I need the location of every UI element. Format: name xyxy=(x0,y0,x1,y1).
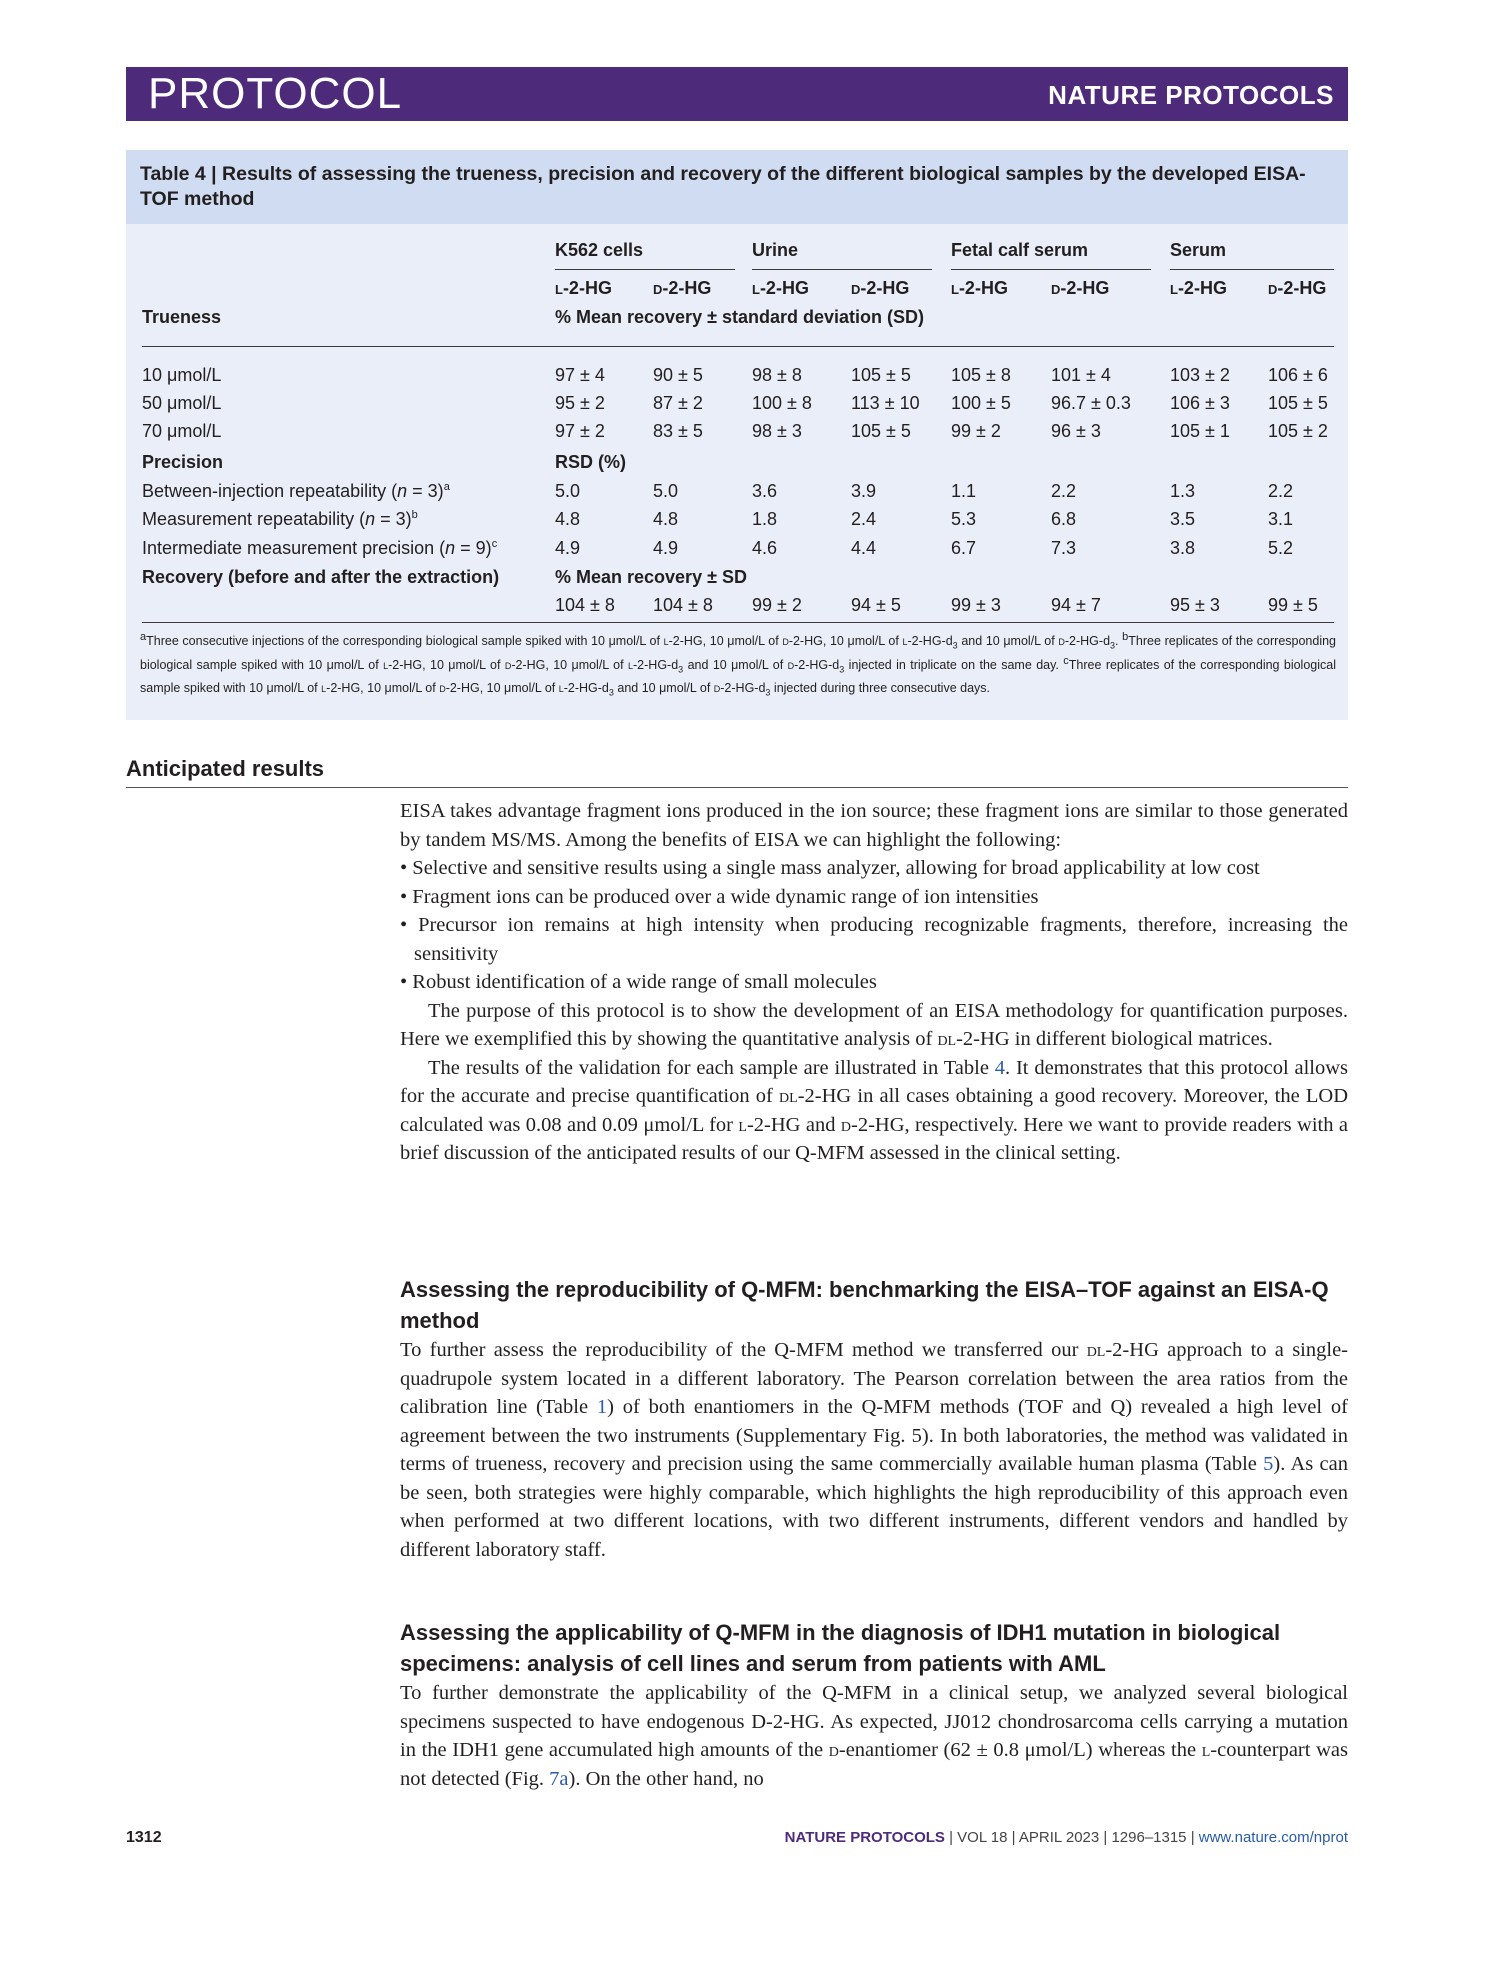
table-cell: 95 ± 2 xyxy=(555,393,605,413)
table-cell: 5.0 xyxy=(653,481,679,501)
table-cell: 95 ± 3 xyxy=(1170,595,1220,615)
table-cell: 4.4 xyxy=(851,538,877,558)
table-cell: 99 ± 2 xyxy=(951,421,1001,441)
group-rule xyxy=(1170,269,1334,270)
subsection-2-block xyxy=(400,1679,1348,1793)
table-cell: 98 ± 8 xyxy=(752,365,802,385)
table-cell: 105 ± 1 xyxy=(1170,421,1230,441)
table-cell: 4.9 xyxy=(653,538,679,558)
row-label: 50 μmol/L xyxy=(142,393,222,413)
table-cell: 106 ± 6 xyxy=(1268,365,1328,385)
table-cell: 1.3 xyxy=(1170,481,1196,501)
group-rule xyxy=(752,269,932,270)
table-cell: 105 ± 2 xyxy=(1268,421,1328,441)
table-caption: Table 4 | Results of assessing the trueness, precision and recovery of the different biological samples by the developed EISA-TOF method xyxy=(140,163,1306,210)
subcol-header: d-2-HG xyxy=(1051,278,1110,298)
table-cell: 3.9 xyxy=(851,481,877,501)
table-cell: 94 ± 5 xyxy=(851,595,901,615)
bottom-rule xyxy=(142,622,1334,623)
subcol-header: l-2-HG xyxy=(951,278,1008,298)
trueness-label: Trueness xyxy=(142,307,222,327)
footnote-marker: a xyxy=(443,481,450,493)
table-cell: 101 ± 4 xyxy=(1051,365,1111,385)
purpose-paragraph: The purpose of this protocol is to show the development of an EISA methodology for quantification purposes. Here we exemplified this by showing the quantitative analysis of dl-2-HG in different biological matrices. xyxy=(400,999,1348,1050)
table-cell: 6.7 xyxy=(951,538,977,558)
subcol-header: l-2-HG xyxy=(1170,278,1227,298)
table-cell: 96 ± 3 xyxy=(1051,421,1101,441)
table-cell: 105 ± 8 xyxy=(951,365,1011,385)
table-cell: 105 ± 5 xyxy=(1268,393,1328,413)
footnote-text: $^a$Three consecutive injections of the corresponding biological sample spiked with 10 μmol/L of l-2-HG, 10 μmol/L of d-2-HG, 10 μmol/L of $l-2-HG-d_3$ and 10 μmol/L of $d-2-HG-d_3$. $^b$Three replicates of the corresponding biological sample spiked with 10 μmol/L of l-2-HG, 10 μmol/L of d-2-HG, 10 μmol/L of $l-2-HG-d_3$ and 10 μmol/L of $d-2-HG-d_3$ injected in triplicate on the same day. $^c$Three replicates of the corresponding biological sample spiked with 10 μmol/L of l-2-HG, 10 μmol/L of d-2-HG, 10 μmol/L of $l-2-HG-d_3$ and 10 μmol/L of $d-2-HG-d_3$ injected during three consecutive days. xyxy=(140,630,1337,698)
section-rule xyxy=(126,787,1348,788)
section-heading: Anticipated results xyxy=(126,756,325,781)
table-cell: 87 ± 2 xyxy=(653,393,703,413)
footer-citation xyxy=(785,1829,1348,1846)
footer-url[interactable]: www.nature.com/nprot xyxy=(1198,1829,1348,1846)
table-cell: 2.2 xyxy=(1051,481,1077,501)
table-cell: 5.0 xyxy=(555,481,581,501)
table-cell: 105 ± 5 xyxy=(851,421,911,441)
subcol-header: l-2-HG xyxy=(555,278,612,298)
subsection-heading-1: Assessing the reproducibility of Q-MFM: benchmarking the EISA–TOF against an EISA-Q method xyxy=(400,1277,1329,1333)
subsection-1-paragraph: To further assess the reproducibility of the Q-MFM method we transferred our dl-2-HG approach to a single-quadrupole system located in a different laboratory. The Pearson correlation between the area ratios from the calibration line (Table 1) of both enantiomers in the Q-MFM methods (TOF and Q) revealed a high level of agreement between the two instruments (Supplementary Fig. 5). In both laboratories, the method was validated in terms of trueness, recovery and precision using the same commercially available human plasma (Table 5). As can be seen, both strategies were highly comparable, which highlights the high reproducibility of this approach even when performed at two different locations, with two different instruments, different vendors and handled by different laboratory staff. xyxy=(400,1339,1348,1561)
table-cell: 103 ± 2 xyxy=(1170,365,1230,385)
table-cell: 99 ± 2 xyxy=(752,595,802,615)
table-cell: 98 ± 3 xyxy=(752,421,802,441)
page-number: 1312 xyxy=(126,1829,162,1846)
subcol-header: d-2-HG xyxy=(653,278,712,298)
table-cell: 100 ± 8 xyxy=(752,393,812,413)
group-header: Serum xyxy=(1170,240,1227,260)
table-cell: 104 ± 8 xyxy=(555,595,615,615)
table-caption-bar xyxy=(126,150,1348,224)
intro-block xyxy=(400,797,1348,1168)
table-cell: 7.3 xyxy=(1051,538,1077,558)
recovery-unit: % Mean recovery ± SD xyxy=(555,567,747,587)
subsection-2-paragraph: To further demonstrate the applicability of the Q-MFM in a clinical setup, we analyzed several biological specimens suspected to have endogenous D-2-HG. As expected, JJ012 chondrosarcoma cells carrying a mutation in the IDH1 gene accumulated high amounts of the d-enantiomer (62 ± 0.8 μmol/L) whereas the l-counterpart was not detected (Fig. 7a). On the other hand, no xyxy=(400,1682,1348,1790)
table-cell: 1.1 xyxy=(951,481,977,501)
bullet-item: • Precursor ion remains at high intensity when producing recognizable fragments, therefore, increasing the sensitivity xyxy=(400,914,1348,965)
table-cell: 3.5 xyxy=(1170,509,1196,529)
subsection-1-block xyxy=(400,1336,1348,1564)
row-label: 70 μmol/L xyxy=(142,421,222,441)
bullet-list xyxy=(400,854,1348,997)
subsection-heading-2: Assessing the applicability of Q-MFM in the diagnosis of IDH1 mutation in biological specimens: analysis of cell lines and serum from patients with AML xyxy=(400,1620,1281,1676)
table-cell: 5.3 xyxy=(951,509,977,529)
table-cell: 3.6 xyxy=(752,481,778,501)
table-cell: 104 ± 8 xyxy=(653,595,713,615)
journal-name: NATURE PROTOCOLS xyxy=(1048,80,1334,110)
table-cell: 96.7 ± 0.3 xyxy=(1051,393,1131,413)
table-cell: 106 ± 3 xyxy=(1170,393,1230,413)
footnote-marker: b xyxy=(411,509,418,521)
footer-journal: NATURE PROTOCOLS xyxy=(784,1829,945,1846)
table-cell: 97 ± 2 xyxy=(555,421,605,441)
intro-paragraph: EISA takes advantage fragment ions produced in the ion source; these fragment ions are similar to those generated by tandem MS/MS. Among the benefits of EISA we can highlight the following: xyxy=(400,800,1348,851)
group-header: Urine xyxy=(752,240,799,260)
table-cell: 100 ± 5 xyxy=(951,393,1011,413)
table-cell: 3.1 xyxy=(1268,509,1294,529)
table-cell: 99 ± 5 xyxy=(1268,595,1318,615)
trueness-unit: % Mean recovery ± standard deviation (SD) xyxy=(555,307,924,327)
table-cell: 2.4 xyxy=(851,509,877,529)
table-cell: 90 ± 5 xyxy=(653,365,703,385)
table-cell: 4.6 xyxy=(752,538,778,558)
bullet-item: • Robust identification of a wide range of small molecules xyxy=(400,971,877,993)
row-label: 10 μmol/L xyxy=(142,365,222,385)
journal-header-bar xyxy=(126,67,1348,121)
row-label: Measurement repeatability (n = 3)$^b$ xyxy=(142,509,418,529)
bullet-item: • Fragment ions can be produced over a wide dynamic range of ion intensities xyxy=(400,885,1039,908)
subcol-header: l-2-HG xyxy=(752,278,809,298)
table-cell: 6.8 xyxy=(1051,509,1077,529)
table-cell: 4.9 xyxy=(555,538,581,558)
table-cell: 2.2 xyxy=(1268,481,1294,501)
group-header: K562 cells xyxy=(555,240,644,260)
table-cell: 1.8 xyxy=(752,509,778,529)
table-cell: 94 ± 7 xyxy=(1051,595,1101,615)
subcol-header: d-2-HG xyxy=(851,278,910,298)
table-cell: 99 ± 3 xyxy=(951,595,1001,615)
subcol-header: d-2-HG xyxy=(1268,278,1327,298)
footer-volume: | VOL 18 | APRIL 2023 | 1296–1315 | xyxy=(944,1829,1199,1846)
precision-label: Precision xyxy=(142,452,224,472)
table-footnote xyxy=(140,632,1336,703)
results-paragraph: The results of the validation for each sample are illustrated in Table 4. It demonstrates that this protocol allows for the accurate and precise quantification of dl-2-HG in all cases obtaining a good recovery. Moreover, the LOD calculated was 0.08 and 0.09 μmol/L for l-2-HG and d-2-HG, respectively. Here we want to provide readers with a brief discussion of the anticipated results of our Q-MFM assessed in the clinical setting. xyxy=(400,1056,1348,1164)
table-cell: 5.2 xyxy=(1268,538,1294,558)
row-label: Between-injection repeatability (n = 3)$^a$ xyxy=(142,481,450,501)
table-cell: 97 ± 4 xyxy=(555,365,605,385)
table-cell: 3.8 xyxy=(1170,538,1196,558)
table-4 xyxy=(126,150,1348,720)
table-cell: 83 ± 5 xyxy=(653,421,703,441)
group-rule xyxy=(555,269,735,270)
group-rule xyxy=(951,269,1151,270)
bullet-item: • Selective and sensitive results using a single mass analyzer, allowing for broad applicability at low cost xyxy=(400,857,1260,879)
table-cell: 4.8 xyxy=(653,509,679,529)
table-cell: 113 ± 10 xyxy=(851,393,920,413)
footnote-marker: c xyxy=(491,538,498,550)
group-header: Fetal calf serum xyxy=(951,240,1089,260)
recovery-label: Recovery (before and after the extraction) xyxy=(142,567,500,587)
row-label: Intermediate measurement precision (n = 9)$^c$ xyxy=(142,538,498,558)
table-cell: 4.8 xyxy=(555,509,581,529)
table-cell: 105 ± 5 xyxy=(851,365,911,385)
precision-unit: RSD (%) xyxy=(555,452,626,472)
header-rule xyxy=(142,346,1334,347)
section-label: PROTOCOL xyxy=(148,69,403,118)
